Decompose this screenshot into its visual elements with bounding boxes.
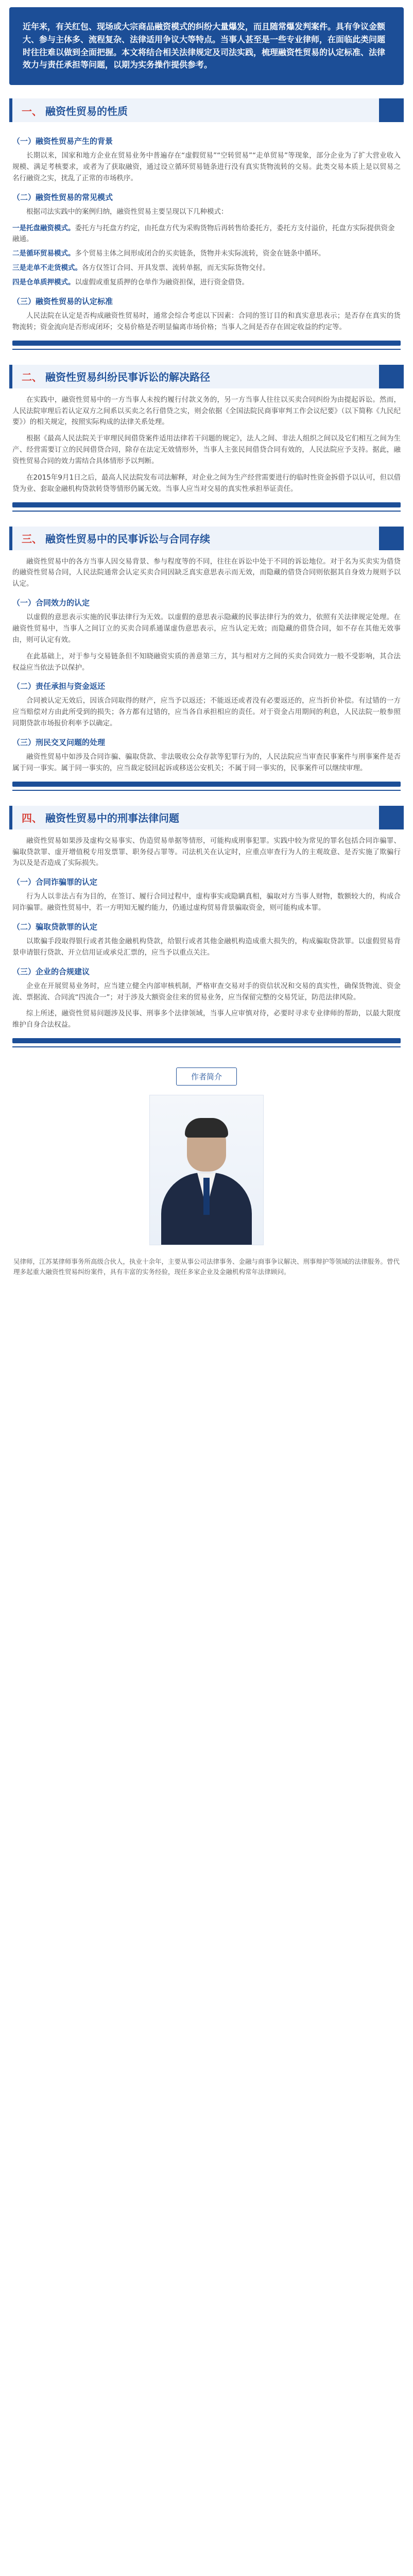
divider-bar xyxy=(12,782,401,787)
divider-bar xyxy=(12,341,401,346)
section-heading-tab xyxy=(379,98,404,122)
section xyxy=(9,365,404,513)
section-heading xyxy=(9,806,404,829)
author-label: 作者简介 xyxy=(176,1067,237,1086)
section-heading-tab xyxy=(379,527,404,550)
author-intro: 吴律师，江苏某律师事务所高级合伙人，执业十余年，主要从事公司法律事务、金融与商事争议解决、刑事辩护等领域的法律服务。曾代理多起重大融资性贸易纠纷案件，具有丰富的实务经验，现任多家企业及金融机构常年法律顾问。 xyxy=(13,1258,400,1276)
section-body xyxy=(9,550,404,792)
list-item-head: 三是走单不走货模式。 xyxy=(12,264,82,273)
paragraph: 融资性贸易如果涉及虚构交易事实、伪造贸易单据等情形，可能构成刑事犯罪。实践中较为常见的罪名包括合同诈骗罪、骗取贷款罪、虚开增值税专用发票罪、职务侵占罪等。司法机关在认定时，应重点审查行为人的主观故意、是否实施了欺骗行为以及是否造成了实际损失。 xyxy=(12,836,401,868)
subsection-heading: （三）刑民交叉问题的处理 xyxy=(12,737,106,747)
paragraph: 行为人以非法占有为目的，在签订、履行合同过程中，虚构事实或隐瞒真相，骗取对方当事人财物，数额较大的，构成合同诈骗罪。融资性贸易中，若一方明知无履约能力，仍通过虚构贸易背景骗取资金，则可能构成本罪。 xyxy=(12,892,401,912)
hair-shape xyxy=(185,1118,228,1138)
subsection-heading: （一）融资性贸易产生的背景 xyxy=(12,137,113,146)
paragraph: 以欺骗手段取得银行或者其他金融机构贷款，给银行或者其他金融机构造成重大损失的，构成骗取贷款罪。以虚假贸易背景申请银行贷款、开立信用证或承兑汇票的，应当予以重点关注。 xyxy=(12,937,401,957)
list-item xyxy=(12,248,401,260)
paragraph: 长期以来，国家和地方企业在贸易业务中普遍存在“虚假贸易”“空转贸易”“走单贸易”等现象，部分企业为了扩大营业收入规模、满足考核要求，或者为了获取融资，通过设立循环贸易链条进行没有真实货物流转的交易。此类交易本质上是以贸易之名行融资之实，扰乱了正常的市场秩序。 xyxy=(12,151,401,182)
divider-line xyxy=(12,790,401,792)
section-body xyxy=(9,829,404,1049)
section-title: 融资性贸易的性质 xyxy=(45,105,128,117)
section-divider xyxy=(12,782,401,792)
list-item-text: 多个贸易主体之间形成闭合的买卖链条，货物并未实际流转，资金在链条中循环。 xyxy=(75,249,325,258)
list-item-text: 各方仅签订合同、开具发票、流转单据，而无实际货物交付。 xyxy=(82,264,270,273)
paragraph: 以虚假的意思表示实施的民事法律行为无效。以虚假的意思表示隐藏的民事法律行为的效力，依照有关法律规定处理。在融资性贸易中，当事人之间订立的买卖合同系通谋虚伪意思表示，应当认定无效；而隐藏的借贷合同，如不存在其他无效事由，则可认定有效。 xyxy=(12,613,401,644)
section-heading-tab xyxy=(379,806,404,829)
paragraph: 在此基础上，对于参与交易链条但不知晓融资实质的善意第三方，其与相对方之间的买卖合同效力一般不受影响，其合法权益应当依法予以保护。 xyxy=(12,652,401,672)
paragraph: 在2015年9月1日之后，最高人民法院发布司法解释，对企业之间为生产经营需要进行的临时性资金拆借予以认可，但以借贷为业、套取金融机构贷款转贷等情形仍属无效。当事人应当对交易的真实性承担举证责任。 xyxy=(12,473,401,493)
author-box xyxy=(9,1067,404,1277)
list-item-text: 委托方与托盘方约定，由托盘方代为采购货物后再转售给委托方，委托方支付溢价，托盘方实际提供资金融通。 xyxy=(12,224,395,244)
subsection-heading: （一）合同效力的认定 xyxy=(12,598,90,608)
section-number: 一、 xyxy=(22,105,42,117)
paragraph: 根据司法实践中的案例归纳，融资性贸易主要呈现以下几种模式： xyxy=(26,207,228,216)
section-title: 融资性贸易中的民事诉讼与合同存续 xyxy=(45,533,210,546)
paragraph: 企业在开展贸易业务时，应当建立健全内部审核机制，严格审查交易对手的资信状况和交易的真实性，确保货物流、资金流、票据流、合同流“四流合一”；对于涉及大额资金往来的贸易业务，应当保留完整的交易凭证，防范法律风险。 xyxy=(12,981,401,1002)
section-title: 融资性贸易纠纷民事诉讼的解决路径 xyxy=(45,371,210,384)
intro-box xyxy=(9,7,404,85)
sections-container xyxy=(9,98,404,1049)
tie-shape xyxy=(203,1178,210,1215)
list-item xyxy=(12,223,401,246)
paragraph: 综上所述，融资性贸易问题涉及民事、刑事多个法律领域，当事人应审慎对待，必要时寻求专业律师的帮助，以最大限度维护自身合法权益。 xyxy=(12,1009,401,1029)
subsection-heading: （二）责任承担与资金返还 xyxy=(12,682,106,691)
intro-text: 近年来，有关红包、现场或大宗商品融资模式的纠纷大量爆发，而且随常爆发判案件。具有争议金额大、参与主体多、流程复杂、法律适用争议大等特点。当事人甚至是一些专业律师，在面临此类问题时往往难以做到全面把握。本文将结合相关法律规定及司法实践，梳理融资性贸易的认定标准、法律效力与责任承担等问题，以期为实务操作提供参考。 xyxy=(23,22,386,70)
paragraph: 融资性贸易中的各方当事人因交易背景、参与程度等的不同，往往在诉讼中处于不同的诉讼地位。对于名为买卖实为借贷的融资性贸易合同，人民法院通常会认定买卖合同因缺乏真实意思表示而无效，而隐藏的借贷合同则依据其自身效力规则予以认定。 xyxy=(12,557,401,588)
section-body xyxy=(9,388,404,513)
section-heading xyxy=(9,98,404,122)
subsection-heading: （三）融资性贸易的认定标准 xyxy=(12,296,113,306)
divider-line xyxy=(12,511,401,513)
section xyxy=(9,98,404,351)
paragraph: 融资性贸易中如涉及合同诈骗、骗取贷款、非法吸收公众存款等犯罪行为的，人民法院应当审查民事案件与刑事案件是否属于同一事实。属于同一事实的，应当裁定驳回起诉或移送公安机关；不属于同一事实的，民事案件可以继续审理。 xyxy=(12,752,401,772)
divider-line xyxy=(12,349,401,351)
paragraph: 合同被认定无效后，因该合同取得的财产，应当予以返还；不能返还或者没有必要返还的，应当折价补偿。有过错的一方应当赔偿对方由此所受到的损失；各方都有过错的，应当各自承担相应的责任。对于资金占用期间的利息，人民法院一般参照同期贷款市场报价利率予以确定。 xyxy=(12,697,401,728)
list-item-head: 二是循环贸易模式。 xyxy=(12,249,75,258)
section-number: 三、 xyxy=(22,533,42,546)
section xyxy=(9,527,404,792)
subsection-heading: （三）企业的合规建议 xyxy=(12,967,90,976)
section-divider xyxy=(12,502,401,513)
subsection-heading: （二）融资性贸易的常见模式 xyxy=(12,192,113,202)
section-divider xyxy=(12,1038,401,1049)
paragraph: 根据《最高人民法院关于审理民间借贷案件适用法律若干问题的规定》，法人之间、非法人组织之间以及它们相互之间为生产、经营需要订立的民间借贷合同，除存在法定无效情形外，当事人主张民间借贷合同有效的，人民法院应予支持。据此，融资性贸易合同的效力需结合具体情形予以判断。 xyxy=(12,434,401,465)
list-item xyxy=(12,277,401,289)
divider-line xyxy=(12,1046,401,1049)
paragraph: 在实践中，融资性贸易中的一方当事人未按约履行付款义务的，另一方当事人往往以买卖合同纠纷为由提起诉讼。然而，人民法院审理后若认定双方之间系以买卖之名行借贷之实，则会依据《全国法院民商事审判工作会议纪要》（以下简称《九民纪要》）的相关规定，按照实际构成的法律关系处理。 xyxy=(12,395,401,427)
section-body xyxy=(9,122,404,351)
section-heading-tab xyxy=(379,365,404,388)
section-number: 四、 xyxy=(22,812,42,825)
section-heading xyxy=(9,365,404,388)
divider-bar xyxy=(12,502,401,507)
list-item-head: 四是仓单质押模式。 xyxy=(12,278,75,287)
paragraph: 人民法院在认定是否构成融资性贸易时，通常会综合考虑以下因素：合同的签订目的和真实意思表示；是否存在真实的货物流转；资金流向是否形成闭环；交易价格是否明显偏离市场价格；当事人之间是否存在固定收益的约定等。 xyxy=(12,311,401,331)
section-number: 二、 xyxy=(22,371,42,384)
subsection-heading: （一）合同诈骗罪的认定 xyxy=(12,877,98,887)
section-heading xyxy=(9,527,404,550)
section-title: 融资性贸易中的刑事法律问题 xyxy=(45,812,179,825)
list-item-text: 以虚假或重复质押的仓单作为融资担保，进行资金借贷。 xyxy=(75,278,249,287)
author-photo xyxy=(149,1095,264,1245)
divider-bar xyxy=(12,1038,401,1043)
section-divider xyxy=(12,341,401,351)
list-item xyxy=(12,263,401,274)
list-item-head: 一是托盘融资模式。 xyxy=(12,224,75,232)
subsection-heading: （二）骗取贷款罪的认定 xyxy=(12,922,98,931)
section xyxy=(9,806,404,1049)
